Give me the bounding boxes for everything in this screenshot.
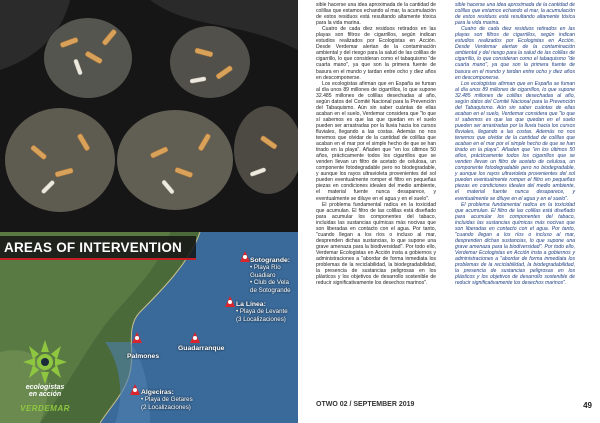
paragraph: El problema fundamental radica en la toxicidad que acumulan. El filtro de las colillas está diseñado para acumular los componentes del tabaco, incluidas las sustancias químicas más nocivas que son liberadas en contacto con el agua. Por tanto, "cuando llegan a los ríos o incluso al mar, desprenden dichas sustancias, lo que supone una grave amenaza para la biodiversidad". Por todo ello, Verdemar Ecologistas en Acción insta a gobiernos y administraciones a "abordar de forma inmediata los problemas de la reciclabilidad, la biodegradabilidad, la presencia de sustancias peligrosas en los plásticos y los objetivos de desarrollo sostenible de reducir significativamente los desechos marinos". [455,201,575,287]
logo-line2: en acción [28,391,62,399]
paragraph: Cuatro de cada diez residuos retirados en las playas son filtros de cigarrillos, según indican estudios realizados por Ecologistas en Acción. Desde Verdemar alertan de la contaminación ambiental y del riesgo para la salud de las colillas de cigarrillo, lo que consideran como el tabaquismo "de cuarta mano", ya que son la primera fuente de basura en el mundo y tardan entre ocho y diez años en descomponerse. [455,26,575,81]
paragraph: sible hacerse una idea aproximada de la cantidad de colillas que estamos echando al mar, la acumulación de estos residuos está resultando altamente tóxica para la vida marina. [455,2,575,27]
paragraph: Los ecologistas afirman que en España se fuman al día unos 89 millones de cigarrillos, lo que supone 32.485 millones de colillas desechadas al año, según datos del Comité Nacional para la Prevención del Tabaquismo. Aún sin saber cuántas de ellas acaban en el suelo, Verdemar considera que "lo que sí sabemos es que las que quedan en el suelo pueden ser arrastradas por la lluvia hacia los cursos fluviales, llegando a las costas. Además no nos tenemos que olvidar de la cantidad de colillas que acaban en el mar por el simple hecho de que se han tirado en la playa". Añaden que "en los últimos 50 años, prácticamente todos los cigarrillos que se venden llevan un filtro de acetato de celulosa, un componente fotodegradable pero no biodegradable, y aunque los rayos ultravioleta provenientes del sol pueden eventualmente romper el filtro en pequeñas piezas en condiciones ideales del medio ambiente, el material fuente nunca desaparece, y eventualmente se diluye en el agua y en el suelo". [316,80,436,202]
la-linea-marker [225,296,235,307]
issue-label: OTWO 02 / SEPTEMBER 2019 [316,401,415,408]
location-la-linea [236,301,288,323]
left-page [0,0,298,423]
paragraph: Los ecologistas afirman que en España se fuman al día unos 89 millones de cigarrillos, lo que supone 32.485 millones de colillas desechadas al año, según datos del Comité Nacional para la Prevención del Tabaquismo. Aún sin saber cuántas de ellas acaban en el suelo, Verdemar considera que "lo que sí sabemos es que las que quedan en el suelo pueden ser arrastradas por la lluvia hacia los cursos fluviales, llegando a las costas. Además no nos tenemos que olvidar de la cantidad de colillas que acaban en el mar por el simple hecho de que se han tirado en la playa". Añaden que "en los últimos 50 años, prácticamente todos los cigarrillos que se venden llevan un filtro de acetato de celulosa, un componente fotodegradable pero no biodegradable, y aunque los rayos ultravioleta provenientes del sol pueden eventualmente romper el filtro en pequeñas piezas en condiciones ideales del medio ambiente, el material fuente nunca desaparece, y eventualmente se diluye en el agua y en el suelo". [455,80,575,202]
logo-verdemar: VERDEMAR [20,404,70,413]
areas-banner [0,236,196,258]
location-sotogrande [250,257,291,294]
location-detail: (2 Localizaciones) [141,403,191,411]
paragraph: El problema fundamental radica en la toxicidad que acumulan. El filtro de las colillas está diseñado para acumular los componentes del tabaco, incluidas las sustancias químicas más nocivas que son liberadas en contacto con el agua. Por tanto, "cuando llegan a los ríos o incluso al mar, desprenden dichas sustancias, lo que supone una grave amenaza para la biodiversidad". Por todo ello, Verdemar Ecologistas en Acción insta a gobiernos y administraciones a "abordar de forma inmediata los problemas de la reciclabilidad, la biodegradabilidad, la presencia de sustancias peligrosas en los plásticos y los objetivos de desarrollo sostenible de reducir significativamente los desechos marinos". [316,201,436,287]
areas-title: AREAS OF INTERVENTION [4,239,182,255]
location-palmones [127,353,159,360]
location-name: Sotogrande: [250,257,291,264]
guadarranque-marker [190,332,200,343]
paragraph: sible hacerse una idea aproximada de la cantidad de colillas que estamos echando al mar, la acumulación de estos residuos está resultando altamente tóxica para la vida marina. [316,2,436,27]
location-detail: de Sotogrande [250,286,291,294]
location-name: Algeciras: [141,389,174,396]
location-detail: Guadiaro [250,271,276,279]
location-detail: • Playa de Levante [236,308,288,316]
right-page [298,0,600,423]
location-name: La Línea: [236,301,266,308]
location-name: Guadarranque [178,345,225,352]
location-guadarranque [178,345,224,352]
page-footer [316,401,592,410]
logo-line1: ecologistas [25,384,65,391]
sun-flower-icon [18,340,72,384]
logo-text [8,384,82,399]
location-algeciras [141,389,193,411]
location-detail: • Playa de Getares [141,396,193,404]
location-name: Palmones [127,353,160,360]
cigarette-butts-photo [0,0,298,232]
sotogrande-marker [240,251,250,262]
article-column-italic [455,2,575,286]
palmones-marker [132,332,142,343]
location-detail: • Club de Vela [250,279,289,287]
page-number: 49 [583,401,592,410]
location-detail: • Playa Río [250,264,281,272]
location-detail: (3 Localizaciones) [236,315,286,323]
algeciras-marker [130,384,140,395]
article-column-spanish [316,2,436,286]
banner-underline [0,258,196,260]
paragraph: Cuatro de cada diez residuos retirados en las playas son filtros de cigarrillos, según indican estudios realizados por Ecologistas en Acción. Desde Verdemar alertan de la contaminación ambiental y del riesgo para la salud de las colillas de cigarrillo, lo que consideran como el tabaquismo "de cuarta mano", ya que son la primera fuente de basura en el mundo y tardan entre ocho y diez años en descomponerse. [316,26,436,81]
